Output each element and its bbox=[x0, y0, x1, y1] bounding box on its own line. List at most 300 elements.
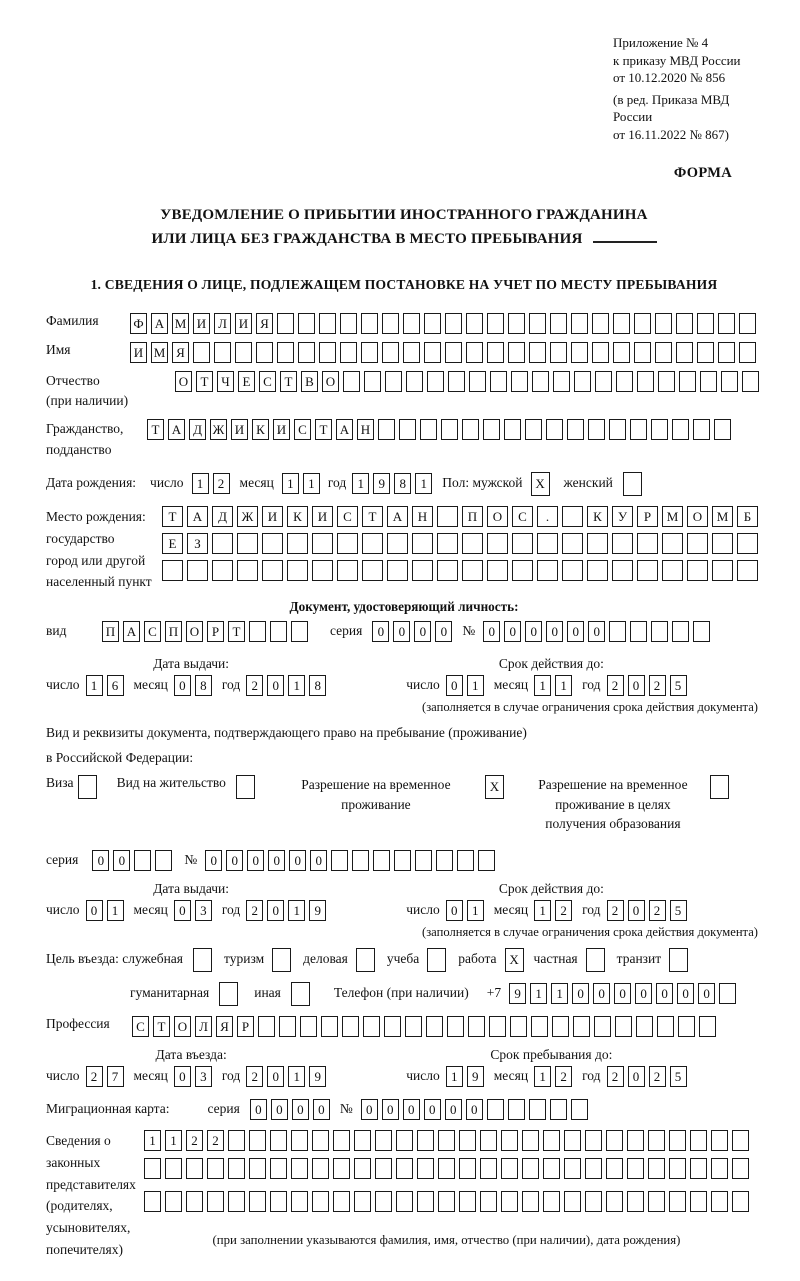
char-cell[interactable] bbox=[613, 313, 630, 334]
char-cell[interactable] bbox=[291, 982, 310, 1006]
char-cell[interactable] bbox=[613, 342, 630, 363]
char-cell[interactable] bbox=[387, 533, 408, 554]
char-cell[interactable] bbox=[207, 1191, 224, 1212]
char-cell[interactable] bbox=[363, 1016, 380, 1037]
char-cell[interactable] bbox=[571, 342, 588, 363]
char-cell[interactable] bbox=[424, 342, 441, 363]
char-cell[interactable]: К bbox=[287, 506, 308, 527]
char-cell[interactable] bbox=[448, 371, 465, 392]
char-cell[interactable] bbox=[699, 1016, 716, 1037]
char-cell[interactable]: . bbox=[537, 506, 558, 527]
char-cell[interactable] bbox=[508, 342, 525, 363]
char-cell[interactable] bbox=[504, 419, 521, 440]
char-cell[interactable] bbox=[718, 342, 735, 363]
char-cell[interactable] bbox=[249, 1158, 266, 1179]
char-cell[interactable] bbox=[487, 560, 508, 581]
char-cell[interactable]: Л bbox=[195, 1016, 212, 1037]
char-cell[interactable] bbox=[564, 1191, 581, 1212]
char-cell[interactable]: X bbox=[485, 775, 504, 799]
char-cell[interactable] bbox=[459, 1130, 476, 1151]
purpose-other-checkbox[interactable] bbox=[291, 982, 310, 1006]
char-cell[interactable]: И bbox=[312, 506, 333, 527]
char-cell[interactable] bbox=[228, 1130, 245, 1151]
char-cell[interactable] bbox=[529, 1099, 546, 1120]
char-cell[interactable] bbox=[249, 621, 266, 642]
char-cell[interactable] bbox=[522, 1158, 539, 1179]
char-cell[interactable] bbox=[333, 1130, 350, 1151]
char-cell[interactable] bbox=[658, 371, 675, 392]
char-cell[interactable]: 0 bbox=[372, 621, 389, 642]
temporary-permit-education-checkbox[interactable] bbox=[710, 775, 729, 799]
char-cell[interactable] bbox=[651, 419, 668, 440]
char-cell[interactable] bbox=[186, 1158, 203, 1179]
char-cell[interactable] bbox=[669, 948, 688, 972]
char-cell[interactable] bbox=[487, 1099, 504, 1120]
char-cell[interactable]: Т bbox=[147, 419, 164, 440]
char-cell[interactable]: 0 bbox=[250, 1099, 267, 1120]
char-cell[interactable]: 0 bbox=[267, 1066, 284, 1087]
char-cell[interactable] bbox=[595, 371, 612, 392]
char-cell[interactable] bbox=[636, 1016, 653, 1037]
char-cell[interactable]: О bbox=[174, 1016, 191, 1037]
char-cell[interactable] bbox=[312, 1158, 329, 1179]
char-cell[interactable] bbox=[501, 1130, 518, 1151]
sex-male-checkbox[interactable] bbox=[531, 472, 550, 496]
char-cell[interactable] bbox=[537, 560, 558, 581]
char-cell[interactable] bbox=[438, 1191, 455, 1212]
char-cell[interactable]: 2 bbox=[246, 675, 263, 696]
char-cell[interactable] bbox=[612, 560, 633, 581]
temporary-permit-checkbox[interactable] bbox=[485, 775, 504, 799]
char-cell[interactable] bbox=[256, 342, 273, 363]
char-cell[interactable]: Д bbox=[212, 506, 233, 527]
purpose-tourism-checkbox[interactable] bbox=[272, 948, 291, 972]
char-cell[interactable]: С bbox=[512, 506, 533, 527]
char-cell[interactable] bbox=[510, 1016, 527, 1037]
char-cell[interactable]: 1 bbox=[467, 675, 484, 696]
char-cell[interactable] bbox=[270, 1130, 287, 1151]
char-cell[interactable] bbox=[403, 313, 420, 334]
char-cell[interactable] bbox=[669, 1130, 686, 1151]
char-cell[interactable]: 0 bbox=[445, 1099, 462, 1120]
char-cell[interactable] bbox=[186, 1191, 203, 1212]
char-cell[interactable] bbox=[627, 1158, 644, 1179]
char-cell[interactable]: 0 bbox=[174, 1066, 191, 1087]
char-cell[interactable] bbox=[662, 560, 683, 581]
char-cell[interactable] bbox=[219, 982, 238, 1006]
char-cell[interactable] bbox=[457, 850, 474, 871]
char-cell[interactable] bbox=[655, 342, 672, 363]
char-cell[interactable] bbox=[270, 1158, 287, 1179]
char-cell[interactable] bbox=[214, 342, 231, 363]
char-cell[interactable]: И bbox=[235, 313, 252, 334]
char-cell[interactable]: 0 bbox=[628, 1066, 645, 1087]
char-cell[interactable] bbox=[662, 533, 683, 554]
char-cell[interactable]: А bbox=[187, 506, 208, 527]
char-cell[interactable] bbox=[459, 1158, 476, 1179]
char-cell[interactable] bbox=[272, 948, 291, 972]
char-cell[interactable]: 0 bbox=[86, 900, 103, 921]
char-cell[interactable] bbox=[361, 342, 378, 363]
char-cell[interactable] bbox=[469, 371, 486, 392]
char-cell[interactable] bbox=[298, 313, 315, 334]
char-cell[interactable]: К bbox=[252, 419, 269, 440]
char-cell[interactable] bbox=[669, 1158, 686, 1179]
char-cell[interactable]: 8 bbox=[195, 675, 212, 696]
char-cell[interactable]: 0 bbox=[361, 1099, 378, 1120]
char-cell[interactable] bbox=[501, 1158, 518, 1179]
char-cell[interactable]: 2 bbox=[186, 1130, 203, 1151]
char-cell[interactable]: 1 bbox=[446, 1066, 463, 1087]
char-cell[interactable]: З bbox=[187, 533, 208, 554]
char-cell[interactable] bbox=[678, 1016, 695, 1037]
char-cell[interactable]: 0 bbox=[572, 983, 589, 1004]
char-cell[interactable] bbox=[437, 533, 458, 554]
char-cell[interactable]: 0 bbox=[414, 621, 431, 642]
char-cell[interactable] bbox=[405, 1016, 422, 1037]
char-cell[interactable] bbox=[637, 560, 658, 581]
char-cell[interactable] bbox=[739, 342, 756, 363]
char-cell[interactable] bbox=[690, 1158, 707, 1179]
char-cell[interactable]: 5 bbox=[670, 1066, 687, 1087]
char-cell[interactable] bbox=[586, 948, 605, 972]
char-cell[interactable] bbox=[399, 419, 416, 440]
char-cell[interactable] bbox=[552, 1016, 569, 1037]
char-cell[interactable] bbox=[445, 342, 462, 363]
char-cell[interactable] bbox=[606, 1191, 623, 1212]
char-cell[interactable] bbox=[319, 342, 336, 363]
purpose-official-checkbox[interactable] bbox=[193, 948, 212, 972]
char-cell[interactable] bbox=[739, 313, 756, 334]
char-cell[interactable] bbox=[529, 313, 546, 334]
char-cell[interactable]: О bbox=[687, 506, 708, 527]
char-cell[interactable] bbox=[719, 983, 736, 1004]
char-cell[interactable]: 0 bbox=[226, 850, 243, 871]
char-cell[interactable] bbox=[522, 1130, 539, 1151]
char-cell[interactable] bbox=[562, 533, 583, 554]
char-cell[interactable] bbox=[721, 371, 738, 392]
char-cell[interactable]: 1 bbox=[288, 900, 305, 921]
char-cell[interactable] bbox=[438, 1158, 455, 1179]
char-cell[interactable] bbox=[562, 560, 583, 581]
char-cell[interactable] bbox=[155, 850, 172, 871]
char-cell[interactable] bbox=[742, 371, 759, 392]
char-cell[interactable]: 0 bbox=[247, 850, 264, 871]
char-cell[interactable] bbox=[550, 342, 567, 363]
char-cell[interactable]: 0 bbox=[113, 850, 130, 871]
char-cell[interactable] bbox=[427, 948, 446, 972]
char-cell[interactable] bbox=[550, 1099, 567, 1120]
char-cell[interactable]: Я bbox=[172, 342, 189, 363]
char-cell[interactable] bbox=[718, 313, 735, 334]
char-cell[interactable] bbox=[403, 342, 420, 363]
char-cell[interactable] bbox=[406, 371, 423, 392]
char-cell[interactable] bbox=[737, 560, 758, 581]
char-cell[interactable] bbox=[487, 313, 504, 334]
char-cell[interactable]: И bbox=[262, 506, 283, 527]
char-cell[interactable] bbox=[340, 342, 357, 363]
char-cell[interactable] bbox=[511, 371, 528, 392]
char-cell[interactable]: 1 bbox=[467, 900, 484, 921]
char-cell[interactable] bbox=[277, 313, 294, 334]
char-cell[interactable]: 1 bbox=[551, 983, 568, 1004]
char-cell[interactable]: 2 bbox=[649, 675, 666, 696]
char-cell[interactable]: 5 bbox=[670, 900, 687, 921]
char-cell[interactable] bbox=[447, 1016, 464, 1037]
char-cell[interactable] bbox=[543, 1158, 560, 1179]
char-cell[interactable] bbox=[623, 472, 642, 496]
char-cell[interactable]: И bbox=[273, 419, 290, 440]
char-cell[interactable] bbox=[676, 342, 693, 363]
char-cell[interactable]: 8 bbox=[394, 473, 411, 494]
char-cell[interactable] bbox=[571, 313, 588, 334]
char-cell[interactable] bbox=[249, 1191, 266, 1212]
char-cell[interactable] bbox=[312, 560, 333, 581]
char-cell[interactable]: 2 bbox=[607, 1066, 624, 1087]
char-cell[interactable] bbox=[420, 419, 437, 440]
char-cell[interactable] bbox=[162, 560, 183, 581]
char-cell[interactable]: 2 bbox=[555, 1066, 572, 1087]
char-cell[interactable]: 0 bbox=[446, 900, 463, 921]
char-cell[interactable] bbox=[270, 1191, 287, 1212]
char-cell[interactable] bbox=[337, 533, 358, 554]
char-cell[interactable] bbox=[710, 775, 729, 799]
purpose-business-checkbox[interactable] bbox=[356, 948, 375, 972]
char-cell[interactable] bbox=[312, 1130, 329, 1151]
char-cell[interactable] bbox=[564, 1130, 581, 1151]
char-cell[interactable]: 0 bbox=[92, 850, 109, 871]
char-cell[interactable] bbox=[711, 1191, 728, 1212]
char-cell[interactable] bbox=[732, 1191, 749, 1212]
char-cell[interactable]: 0 bbox=[466, 1099, 483, 1120]
char-cell[interactable] bbox=[382, 313, 399, 334]
char-cell[interactable] bbox=[630, 419, 647, 440]
char-cell[interactable]: 0 bbox=[267, 900, 284, 921]
char-cell[interactable]: 1 bbox=[107, 900, 124, 921]
char-cell[interactable] bbox=[424, 313, 441, 334]
char-cell[interactable] bbox=[587, 533, 608, 554]
char-cell[interactable] bbox=[592, 342, 609, 363]
char-cell[interactable] bbox=[291, 621, 308, 642]
char-cell[interactable]: 0 bbox=[268, 850, 285, 871]
char-cell[interactable] bbox=[436, 850, 453, 871]
char-cell[interactable] bbox=[550, 313, 567, 334]
char-cell[interactable] bbox=[165, 1191, 182, 1212]
char-cell[interactable] bbox=[553, 371, 570, 392]
char-cell[interactable]: П bbox=[462, 506, 483, 527]
char-cell[interactable]: С bbox=[144, 621, 161, 642]
char-cell[interactable] bbox=[356, 948, 375, 972]
char-cell[interactable] bbox=[277, 342, 294, 363]
char-cell[interactable] bbox=[387, 560, 408, 581]
char-cell[interactable] bbox=[343, 371, 360, 392]
char-cell[interactable]: 1 bbox=[86, 675, 103, 696]
char-cell[interactable] bbox=[490, 371, 507, 392]
char-cell[interactable] bbox=[270, 621, 287, 642]
char-cell[interactable] bbox=[690, 1191, 707, 1212]
char-cell[interactable]: 7 bbox=[107, 1066, 124, 1087]
char-cell[interactable] bbox=[615, 1016, 632, 1037]
char-cell[interactable]: 0 bbox=[174, 900, 191, 921]
char-cell[interactable]: 0 bbox=[593, 983, 610, 1004]
char-cell[interactable] bbox=[512, 560, 533, 581]
char-cell[interactable] bbox=[648, 1158, 665, 1179]
char-cell[interactable] bbox=[462, 533, 483, 554]
char-cell[interactable] bbox=[165, 1158, 182, 1179]
char-cell[interactable]: Б bbox=[737, 506, 758, 527]
char-cell[interactable]: Р bbox=[207, 621, 224, 642]
char-cell[interactable]: 1 bbox=[534, 675, 551, 696]
char-cell[interactable]: 0 bbox=[267, 675, 284, 696]
char-cell[interactable] bbox=[693, 621, 710, 642]
char-cell[interactable] bbox=[445, 313, 462, 334]
char-cell[interactable] bbox=[672, 419, 689, 440]
char-cell[interactable]: Т bbox=[162, 506, 183, 527]
char-cell[interactable] bbox=[249, 1130, 266, 1151]
char-cell[interactable] bbox=[732, 1130, 749, 1151]
char-cell[interactable]: 0 bbox=[504, 621, 521, 642]
char-cell[interactable]: Д bbox=[189, 419, 206, 440]
char-cell[interactable] bbox=[144, 1158, 161, 1179]
char-cell[interactable] bbox=[585, 1130, 602, 1151]
char-cell[interactable]: И bbox=[231, 419, 248, 440]
char-cell[interactable] bbox=[532, 371, 549, 392]
char-cell[interactable]: Р bbox=[237, 1016, 254, 1037]
char-cell[interactable] bbox=[437, 560, 458, 581]
char-cell[interactable] bbox=[466, 342, 483, 363]
char-cell[interactable] bbox=[573, 1016, 590, 1037]
char-cell[interactable] bbox=[480, 1130, 497, 1151]
char-cell[interactable] bbox=[291, 1191, 308, 1212]
char-cell[interactable]: 9 bbox=[309, 1066, 326, 1087]
char-cell[interactable]: 5 bbox=[670, 675, 687, 696]
char-cell[interactable]: 8 bbox=[309, 675, 326, 696]
char-cell[interactable] bbox=[396, 1191, 413, 1212]
char-cell[interactable]: 2 bbox=[607, 900, 624, 921]
char-cell[interactable] bbox=[354, 1158, 371, 1179]
char-cell[interactable]: 0 bbox=[588, 621, 605, 642]
char-cell[interactable]: Н bbox=[357, 419, 374, 440]
char-cell[interactable]: А bbox=[336, 419, 353, 440]
char-cell[interactable] bbox=[627, 1191, 644, 1212]
char-cell[interactable] bbox=[487, 533, 508, 554]
char-cell[interactable] bbox=[501, 1191, 518, 1212]
char-cell[interactable] bbox=[637, 371, 654, 392]
char-cell[interactable] bbox=[385, 371, 402, 392]
char-cell[interactable]: 0 bbox=[382, 1099, 399, 1120]
char-cell[interactable]: С bbox=[337, 506, 358, 527]
char-cell[interactable] bbox=[567, 419, 584, 440]
char-cell[interactable]: 9 bbox=[373, 473, 390, 494]
char-cell[interactable] bbox=[375, 1191, 392, 1212]
char-cell[interactable]: Т bbox=[196, 371, 213, 392]
char-cell[interactable] bbox=[258, 1016, 275, 1037]
char-cell[interactable]: 1 bbox=[288, 675, 305, 696]
char-cell[interactable] bbox=[657, 1016, 674, 1037]
char-cell[interactable]: Я bbox=[216, 1016, 233, 1037]
char-cell[interactable] bbox=[487, 342, 504, 363]
char-cell[interactable]: Т bbox=[228, 621, 245, 642]
char-cell[interactable]: Ч bbox=[217, 371, 234, 392]
char-cell[interactable] bbox=[634, 313, 651, 334]
char-cell[interactable] bbox=[585, 1191, 602, 1212]
char-cell[interactable]: М bbox=[712, 506, 733, 527]
char-cell[interactable]: П bbox=[102, 621, 119, 642]
char-cell[interactable]: В bbox=[301, 371, 318, 392]
char-cell[interactable] bbox=[333, 1191, 350, 1212]
char-cell[interactable] bbox=[441, 419, 458, 440]
char-cell[interactable]: 2 bbox=[607, 675, 624, 696]
char-cell[interactable]: 2 bbox=[207, 1130, 224, 1151]
char-cell[interactable] bbox=[489, 1016, 506, 1037]
char-cell[interactable] bbox=[712, 560, 733, 581]
char-cell[interactable] bbox=[508, 1099, 525, 1120]
char-cell[interactable]: Е bbox=[238, 371, 255, 392]
char-cell[interactable]: 2 bbox=[649, 1066, 666, 1087]
char-cell[interactable] bbox=[134, 850, 151, 871]
residence-permit-checkbox[interactable] bbox=[236, 775, 255, 799]
char-cell[interactable]: 0 bbox=[289, 850, 306, 871]
char-cell[interactable]: 9 bbox=[467, 1066, 484, 1087]
char-cell[interactable]: 0 bbox=[271, 1099, 288, 1120]
char-cell[interactable] bbox=[478, 850, 495, 871]
char-cell[interactable]: 0 bbox=[628, 900, 645, 921]
char-cell[interactable]: 1 bbox=[555, 675, 572, 696]
char-cell[interactable] bbox=[235, 342, 252, 363]
char-cell[interactable] bbox=[340, 313, 357, 334]
char-cell[interactable] bbox=[634, 342, 651, 363]
char-cell[interactable]: Ф bbox=[130, 313, 147, 334]
char-cell[interactable] bbox=[669, 1191, 686, 1212]
char-cell[interactable]: 1 bbox=[534, 900, 551, 921]
char-cell[interactable] bbox=[655, 313, 672, 334]
char-cell[interactable] bbox=[712, 533, 733, 554]
char-cell[interactable] bbox=[687, 533, 708, 554]
char-cell[interactable]: 0 bbox=[310, 850, 327, 871]
phone-cells[interactable] bbox=[509, 983, 736, 1004]
visa-checkbox[interactable] bbox=[78, 775, 97, 799]
char-cell[interactable] bbox=[690, 1130, 707, 1151]
char-cell[interactable] bbox=[279, 1016, 296, 1037]
char-cell[interactable] bbox=[396, 1158, 413, 1179]
char-cell[interactable]: Н bbox=[412, 506, 433, 527]
char-cell[interactable] bbox=[319, 313, 336, 334]
char-cell[interactable]: 0 bbox=[635, 983, 652, 1004]
char-cell[interactable] bbox=[396, 1130, 413, 1151]
char-cell[interactable]: 0 bbox=[403, 1099, 420, 1120]
char-cell[interactable]: И bbox=[193, 313, 210, 334]
char-cell[interactable] bbox=[693, 419, 710, 440]
char-cell[interactable] bbox=[468, 1016, 485, 1037]
char-cell[interactable] bbox=[697, 313, 714, 334]
char-cell[interactable] bbox=[375, 1130, 392, 1151]
char-cell[interactable] bbox=[462, 560, 483, 581]
char-cell[interactable] bbox=[193, 342, 210, 363]
char-cell[interactable] bbox=[354, 1191, 371, 1212]
char-cell[interactable] bbox=[362, 533, 383, 554]
char-cell[interactable] bbox=[522, 1191, 539, 1212]
char-cell[interactable] bbox=[508, 313, 525, 334]
char-cell[interactable]: 2 bbox=[246, 1066, 263, 1087]
char-cell[interactable] bbox=[562, 506, 583, 527]
char-cell[interactable] bbox=[687, 560, 708, 581]
char-cell[interactable] bbox=[676, 313, 693, 334]
char-cell[interactable] bbox=[228, 1191, 245, 1212]
char-cell[interactable]: 0 bbox=[313, 1099, 330, 1120]
purpose-humanitarian-checkbox[interactable] bbox=[219, 982, 238, 1006]
char-cell[interactable]: О bbox=[487, 506, 508, 527]
char-cell[interactable]: 2 bbox=[555, 900, 572, 921]
